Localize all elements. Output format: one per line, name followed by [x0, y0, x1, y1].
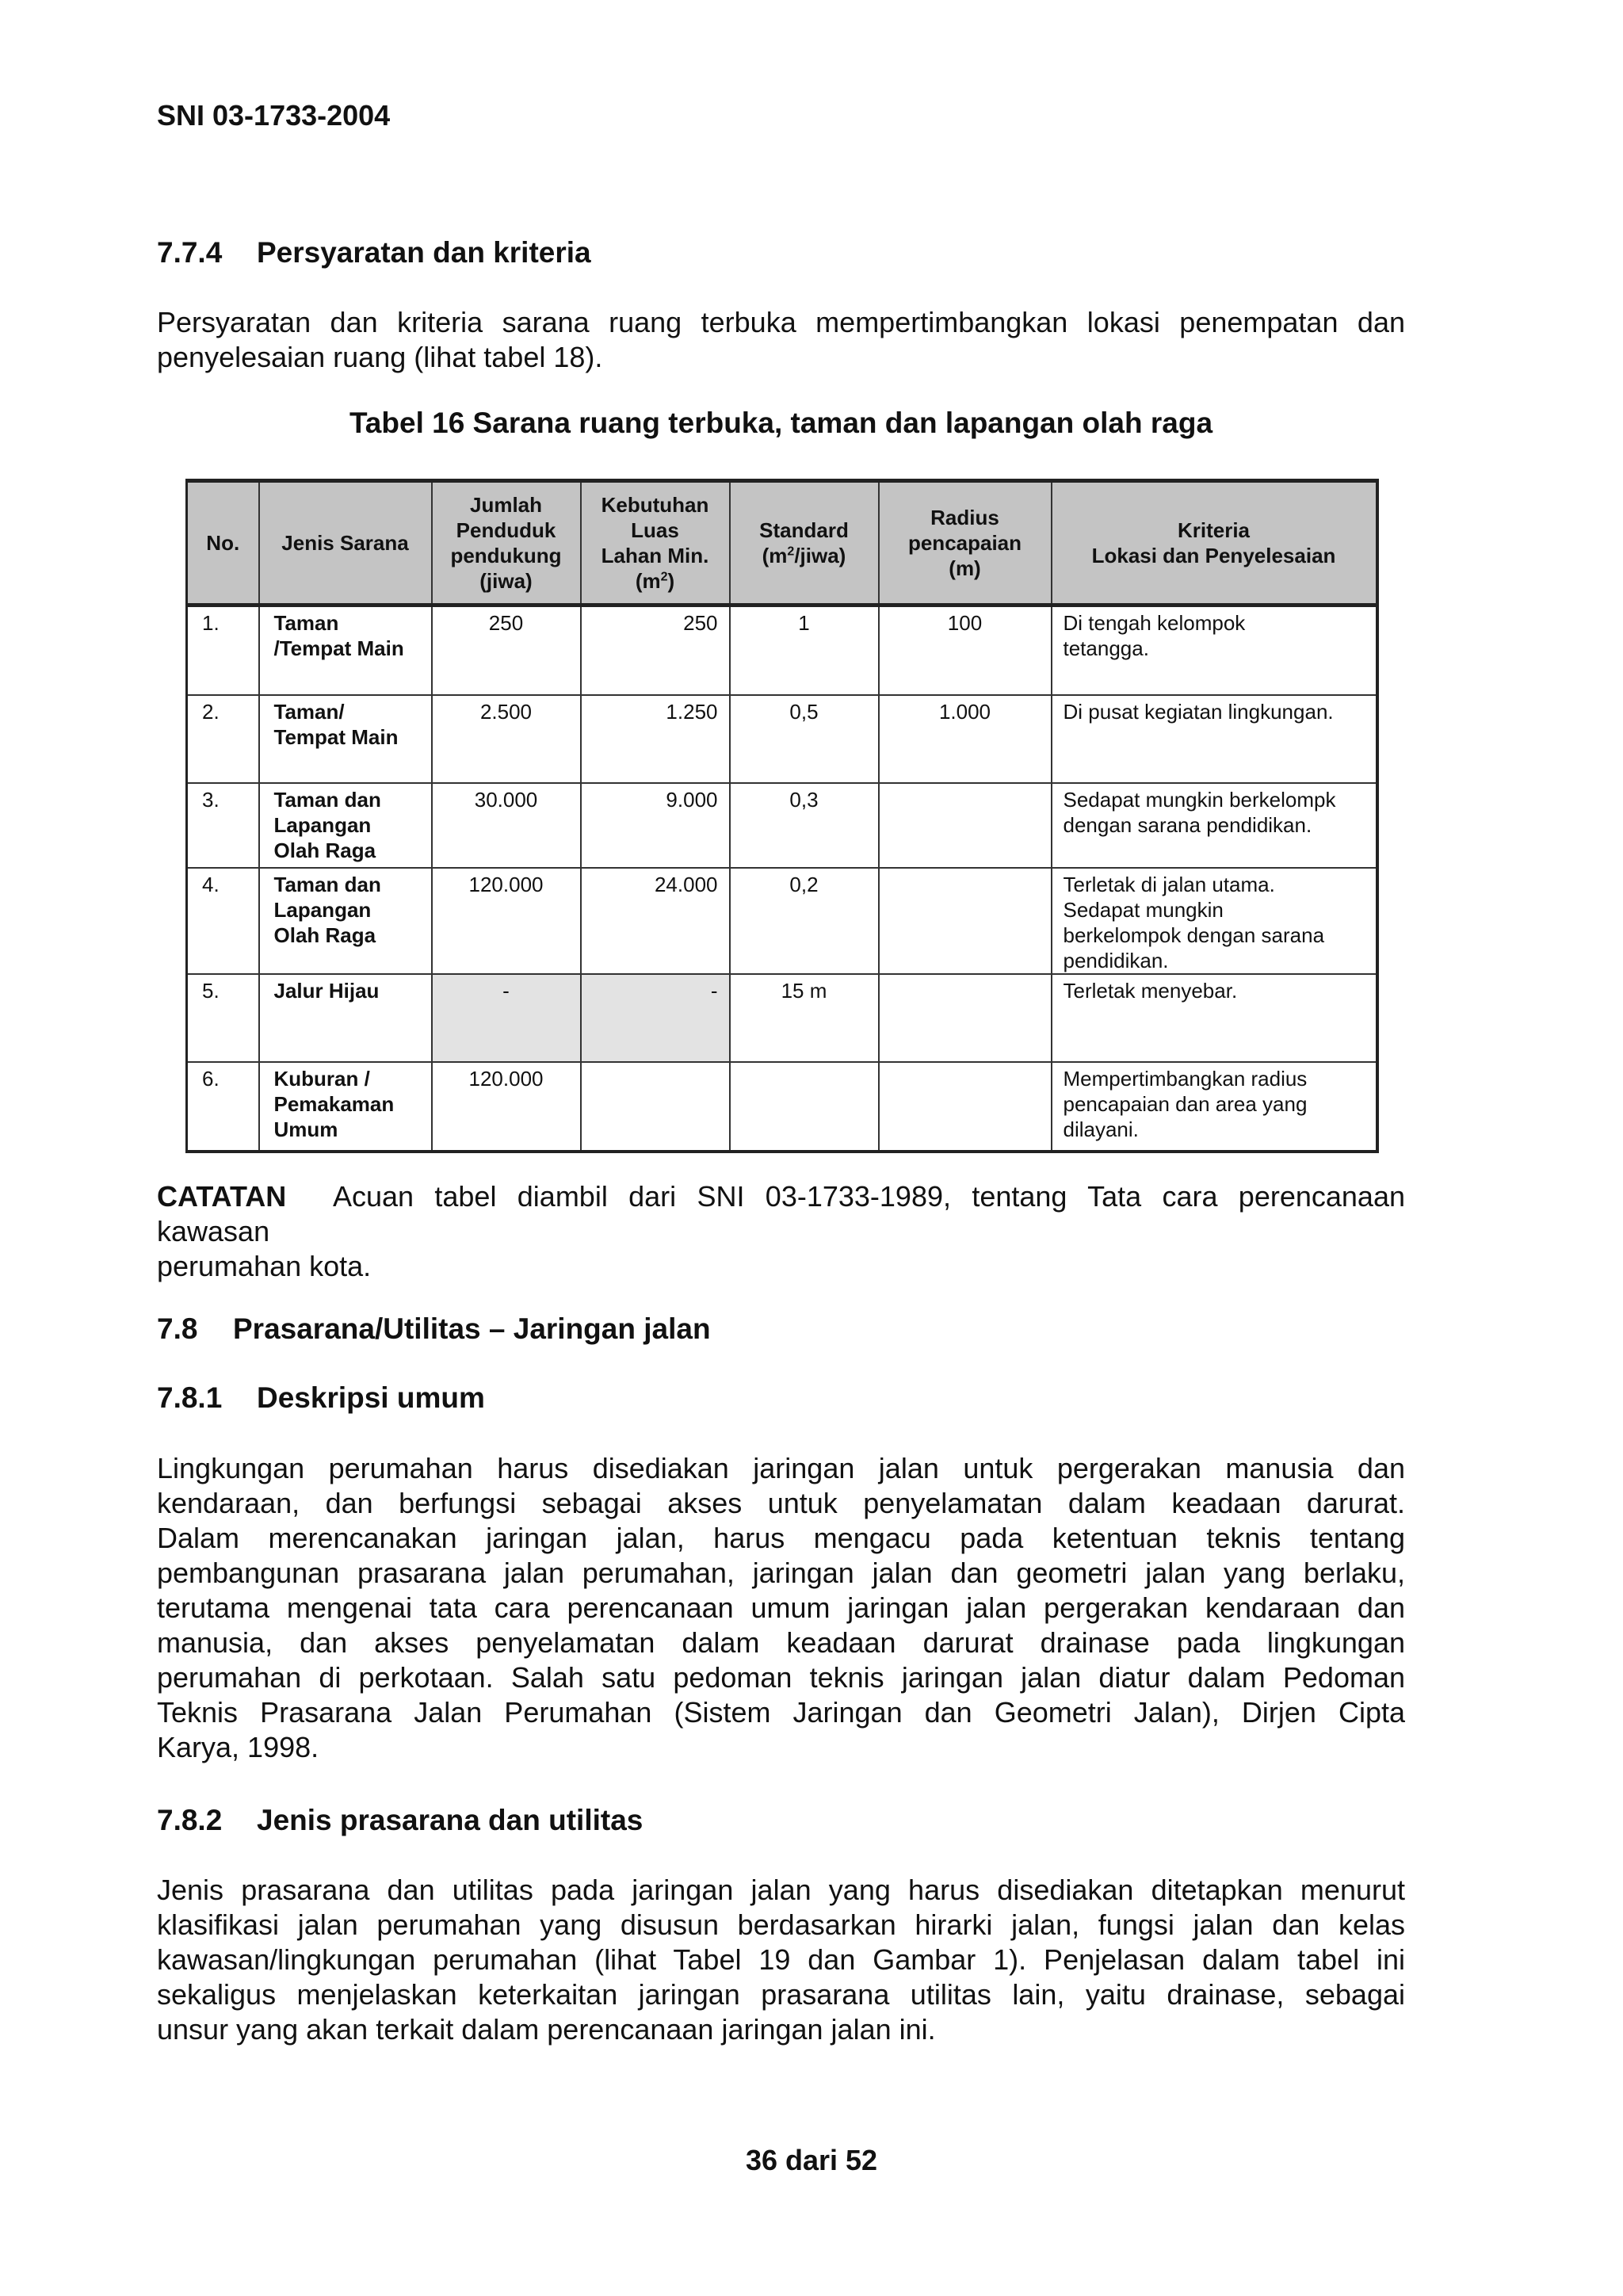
note-line: perumahan kota. — [157, 1250, 372, 1282]
cell-kriteria: Sedapat mungkin berkelompk dengan sarana pendidikan. — [1052, 783, 1377, 868]
cell-jenis-sarana: Kuburan / Pemakaman Umum — [259, 1062, 432, 1152]
cell-no: 3. — [187, 783, 259, 868]
header-kebutuhan-luas: Kebutuhan Luas Lahan Min. $(m^2)$ — [581, 481, 730, 606]
cell-jenis-sarana: Taman/ Tempat Main — [259, 695, 432, 783]
section-title: Jenis prasarana dan utilitas — [257, 1804, 643, 1836]
cell-jumlah: 30.000 — [432, 783, 581, 868]
section-title: Persyaratan dan kriteria — [257, 236, 591, 269]
header-no: No. — [187, 481, 259, 606]
cell-luas — [581, 1062, 730, 1152]
cell-jumlah: 120.000 — [432, 868, 581, 974]
paragraph-line: Karya, 1998. — [157, 1731, 319, 1763]
section-heading-7-8 — [157, 1312, 711, 1346]
paragraph-line: Jenis prasarana dan utilitas pada jaringan jalan yang harus disediakan ditetapkan menurut — [157, 1874, 1405, 1906]
table-row — [187, 695, 1377, 783]
cell-kriteria: Di pusat kegiatan lingkungan. — [1052, 695, 1377, 783]
table-row — [187, 868, 1377, 974]
cell-jenis-sarana: Taman dan Lapangan Olah Raga — [259, 783, 432, 868]
table-row — [187, 974, 1377, 1062]
table-caption: Tabel 16 Sarana ruang terbuka, taman dan lapangan olah raga — [349, 407, 1213, 439]
paragraph-line: sekaligus menjelaskan keterkaitan jaringan prasarana utilitas lain, yaitu drainase, sebagai — [157, 1978, 1405, 2011]
cell-standard: 0,2 — [730, 868, 879, 974]
cell-luas: - — [581, 974, 730, 1062]
table-row — [187, 606, 1377, 695]
header-jenis-sarana: Jenis Sarana — [259, 481, 432, 606]
section-title: Deskripsi umum — [257, 1381, 485, 1414]
paragraph-line: Persyaratan dan kriteria sarana ruang terbuka mempertimbangkan lokasi penempatan dan — [157, 306, 1405, 338]
paragraph-line: klasifikasi jalan perumahan yang disusun berdasarkan hirarki jalan, fungsi jalan dan kelas — [157, 1908, 1405, 1941]
paragraph-line: kendaraan, dan berfungsi sebagai akses untuk penyelamatan dalam keadaan darurat. — [157, 1487, 1405, 1519]
section-title: Prasarana/Utilitas – Jaringan jalan — [233, 1312, 711, 1345]
cell-jumlah: - — [432, 974, 581, 1062]
cell-radius: 100 — [879, 606, 1052, 695]
cell-jenis-sarana: Taman dan Lapangan Olah Raga — [259, 868, 432, 974]
cell-no: 5. — [187, 974, 259, 1062]
page-number: 36 dari 52 — [745, 2144, 878, 2176]
facility-table — [185, 479, 1379, 1153]
paragraph-line: Teknis Prasarana Jalan Perumahan (Sistem Jaringan dan Geometri Jalan), Dirjen Cipta — [157, 1696, 1405, 1729]
cell-luas: 24.000 — [581, 868, 730, 974]
paragraph-line: unsur yang akan terkait dalam perencanaan jaringan jalan ini. — [157, 2013, 936, 2046]
table-row — [187, 783, 1377, 868]
section-number: 7.8.1 — [157, 1381, 223, 1414]
cell-kriteria: Terletak menyebar. — [1052, 974, 1377, 1062]
header-standard: Standard $(m^2/jiwa)$ — [730, 481, 879, 606]
paragraph-line: kawasan/lingkungan perumahan (lihat Tabel 19 dan Gambar 1). Penjelasan dalam tabel ini — [157, 1943, 1405, 1976]
section-number: 7.8 — [157, 1312, 198, 1345]
paragraph-deskripsi-umum — [157, 1451, 1405, 1765]
paragraph-jenis-prasarana — [157, 1873, 1405, 2047]
cell-jumlah: 2.500 — [432, 695, 581, 783]
cell-jenis-sarana: Jalur Hijau — [259, 974, 432, 1062]
cell-standard: 0,3 — [730, 783, 879, 868]
cell-radius: 1.000 — [879, 695, 1052, 783]
paragraph-line: perumahan di perkotaan. Salah satu pedoman teknis jaringan jalan diatur dalam Pedoman — [157, 1661, 1405, 1694]
cell-standard — [730, 1062, 879, 1152]
paragraph-line: Dalam merencanakan jaringan jalan, harus mengacu pada ketentuan teknis tentang — [157, 1522, 1405, 1554]
cell-radius — [879, 1062, 1052, 1152]
cell-luas: 1.250 — [581, 695, 730, 783]
section-number: 7.8.2 — [157, 1804, 223, 1836]
cell-no: 4. — [187, 868, 259, 974]
cell-jumlah: 120.000 — [432, 1062, 581, 1152]
cell-luas: 9.000 — [581, 783, 730, 868]
document-code: SNI 03-1733-2004 — [157, 99, 391, 132]
header-radius: Radius pencapaian (m) — [879, 481, 1052, 606]
note-label: CATATAN — [157, 1180, 287, 1213]
cell-radius — [879, 974, 1052, 1062]
cell-no: 2. — [187, 695, 259, 783]
header-kriteria: Kriteria Lokasi dan Penyelesaian — [1052, 481, 1377, 606]
paragraph-line: Lingkungan perumahan harus disediakan jaringan jalan untuk pergerakan manusia dan — [157, 1452, 1405, 1484]
paragraph-line: terutama mengenai tata cara perencanaan umum jaringan jalan pergerakan kendaraan dan — [157, 1591, 1405, 1624]
cell-radius — [879, 868, 1052, 974]
table-row — [187, 1062, 1377, 1152]
section-heading-7-8-1 — [157, 1381, 485, 1415]
cell-standard: 15 m — [730, 974, 879, 1062]
section-heading-7-7-4 — [157, 236, 591, 269]
table-header-row — [187, 481, 1377, 606]
paragraph-persyaratan — [157, 305, 1405, 375]
cell-no: 6. — [187, 1062, 259, 1152]
cell-jumlah: 250 — [432, 606, 581, 695]
cell-kriteria: Terletak di jalan utama. Sedapat mungkin berkelompok dengan sarana pendidikan. — [1052, 868, 1377, 974]
table-note — [157, 1179, 1405, 1284]
cell-radius — [879, 783, 1052, 868]
paragraph-line: pembangunan prasarana jalan perumahan, jaringan jalan dan geometri jalan yang berlaku, — [157, 1557, 1405, 1589]
cell-standard: 1 — [730, 606, 879, 695]
cell-standard: 0,5 — [730, 695, 879, 783]
cell-no: 1. — [187, 606, 259, 695]
note-line: CATATAN Acuan tabel diambil dari SNI 03-1733-1989, tentang Tata cara perencanaan kawasan — [157, 1180, 1405, 1247]
paragraph-line: penyelesaian ruang (lihat tabel 18). — [157, 341, 603, 373]
paragraph-line: manusia, dan akses penyelamatan dalam keadaan darurat drainase pada lingkungan — [157, 1626, 1405, 1659]
cell-luas: 250 — [581, 606, 730, 695]
section-heading-7-8-2 — [157, 1804, 643, 1837]
section-number: 7.7.4 — [157, 236, 223, 269]
cell-jenis-sarana: Taman /Tempat Main — [259, 606, 432, 695]
header-jumlah-penduduk: Jumlah Penduduk pendukung (jiwa) — [432, 481, 581, 606]
cell-kriteria: Mempertimbangkan radius pencapaian dan area yang dilayani. — [1052, 1062, 1377, 1152]
cell-kriteria: Di tengah kelompok tetangga. — [1052, 606, 1377, 695]
